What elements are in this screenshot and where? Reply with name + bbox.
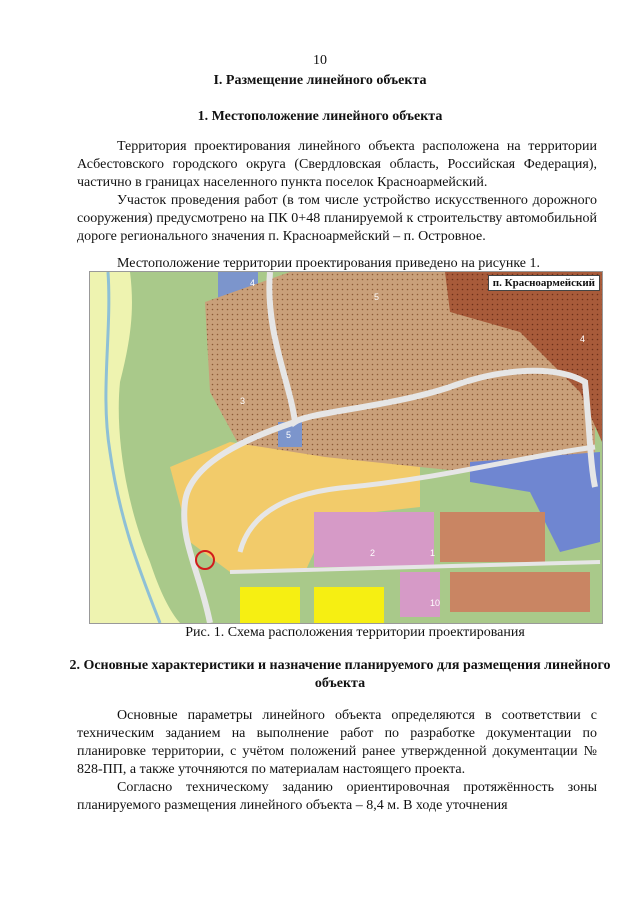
paragraph: Участок проведения работ (в том числе устройство искусственного дорожного сооружения) предусмотрено на ПК 0+48 планируемой к строительству автомобильной дороге регионального значения п. Красноармейский – п. Островное.	[77, 193, 597, 244]
location-map	[89, 271, 603, 624]
subsection-title: 2. Основные характеристики и назначение планируемого для размещения линейного объекта	[69, 658, 611, 691]
paragraph: Местоположение территории проектирования приведено на рисунке 1.	[117, 256, 540, 271]
zone-number-label: 4	[580, 334, 586, 344]
zone-bright-yellow	[240, 587, 300, 623]
zone-number-label: 4	[250, 278, 256, 288]
zone-bright-yellow	[314, 587, 384, 623]
zone-brick	[440, 512, 545, 562]
zone-number-label: 5	[286, 430, 292, 440]
zone-number-label: 3	[240, 396, 246, 406]
paragraph: Согласно техническому заданию ориентировочная протяжённость зоны планируемого размещения линейного объекта – 8,4 м. В ходе уточнения	[77, 780, 597, 813]
zone-number-label: 10	[430, 598, 441, 608]
page-number: 10	[313, 53, 327, 68]
map-graphic	[90, 272, 602, 623]
zone-number-label: 5	[374, 292, 380, 302]
figure-caption: Рис. 1. Схема расположения территории проектирования	[185, 625, 525, 640]
subsection-title: 1. Местоположение линейного объекта	[197, 109, 443, 124]
zone-pink	[314, 512, 434, 567]
paragraph: Основные параметры линейного объекта определяются в соответствии с техническим заданием на выполнение работ по разработке документации по планировке территории, с учётом положений ранее утвержденной документации № 828-ПП, а также уточняются по материалам настоящего проекта.	[77, 708, 597, 777]
zone-pink	[400, 572, 440, 617]
settlement-label: п. Красноармейский	[488, 275, 600, 291]
section-title: I. Размещение линейного объекта	[213, 73, 427, 88]
zone-number-label: 2	[370, 548, 376, 558]
zone-brick	[450, 572, 590, 612]
paragraph: Территория проектирования линейного объекта расположена на территории Асбестовского городского округа (Свердловская область, Российская Федерация), частично в границах населенного пункта поселок Красноармейский.	[77, 139, 597, 190]
zone-number-label: 1	[430, 548, 436, 558]
